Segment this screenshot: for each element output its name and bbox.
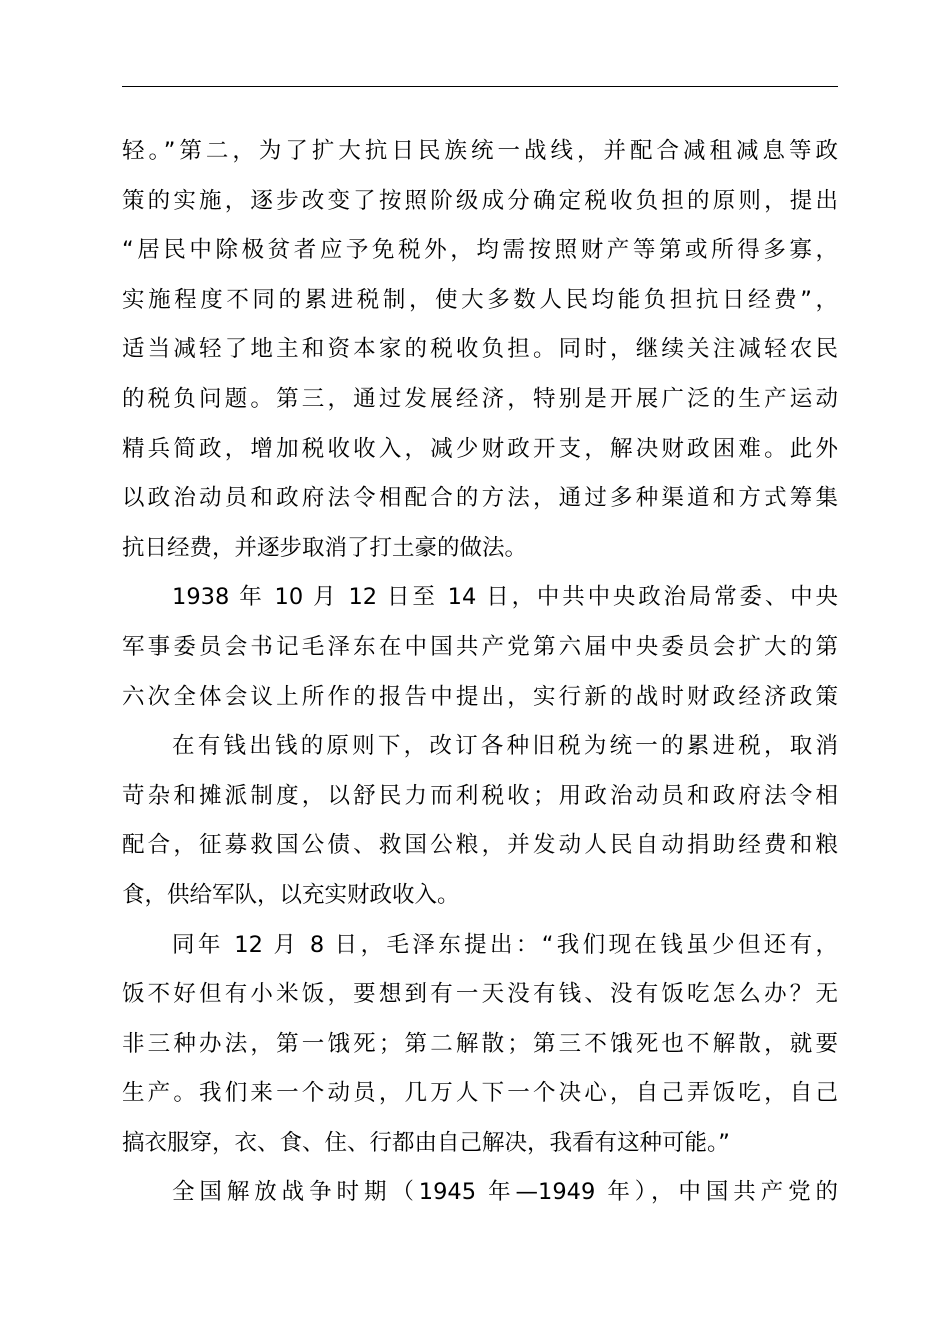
- text-line: 1938 年 10 月 12 日至 14 日，中共中央政治局常委、中央: [172, 584, 838, 611]
- text-line: 饭不好但有小米饭，要想到有一天没有钱、没有饭吃怎么办？无: [122, 981, 838, 1008]
- text-line: 苛杂和摊派制度，以舒民力而利税收；用政治动员和政府法令相: [122, 782, 838, 809]
- text-line: 配合，征募救国公债、救国公粮，并发动人民自动捐助经费和粮: [122, 832, 838, 859]
- text-line: 轻。”第二，为了扩大抗日民族统一战线，并配合减租减息等政: [122, 138, 838, 164]
- text-line: 策的实施，逐步改变了按照阶级成分确定税收负担的原则，提出: [122, 187, 838, 214]
- text-line: 以政治动员和政府法令相配合的方法，通过多种渠道和方式筹集: [122, 485, 838, 512]
- text-line: 实施程度不同的累进税制，使大多数人民均能负担抗日经费”，: [122, 286, 838, 313]
- text-line: 军事委员会书记毛泽东在中国共产党第六届中央委员会扩大的第: [122, 633, 838, 660]
- text-line: 非三种办法，第一饿死；第二解散；第三不饿死也不解散，就要: [122, 1030, 838, 1057]
- text-line: 生产。我们来一个动员，几万人下一个决心，自己弄饭吃，自己: [122, 1080, 838, 1107]
- text-line: 六次全体会议上所作的报告中提出，实行新的战时财政经济政策: [122, 683, 838, 710]
- text-line: 的税负问题。第三，通过发展经济，特别是开展广泛的生产运动: [122, 385, 838, 412]
- text-line: 在有钱出钱的原则下，改订各种旧税为统一的累进税，取消: [172, 733, 838, 760]
- header-rule: [122, 86, 838, 87]
- text-line: 食，供给军队，以充实财政收入。: [122, 881, 460, 908]
- text-line: 搞衣服穿，衣、食、住、行都由自己解决，我看有这种可能。”: [122, 1129, 730, 1156]
- text-line: 抗日经费，并逐步取消了打土豪的做法。: [122, 534, 528, 561]
- text-line: 同年 12 月 8 日，毛泽东提出：“我们现在钱虽少但还有，: [172, 931, 838, 958]
- text-line: “居民中除极贫者应予免税外，均需按照财产等第或所得多寡，: [122, 237, 838, 264]
- text-line: 适当减轻了地主和资本家的税收负担。同时，继续关注减轻农民: [122, 336, 838, 363]
- text-line: 全国解放战争时期（1945 年—1949 年），中国共产党的: [172, 1179, 838, 1206]
- text-line: 精兵简政，增加税收收入，减少财政开支，解决财政困难。此外: [122, 435, 838, 462]
- document-body: [122, 127, 838, 1218]
